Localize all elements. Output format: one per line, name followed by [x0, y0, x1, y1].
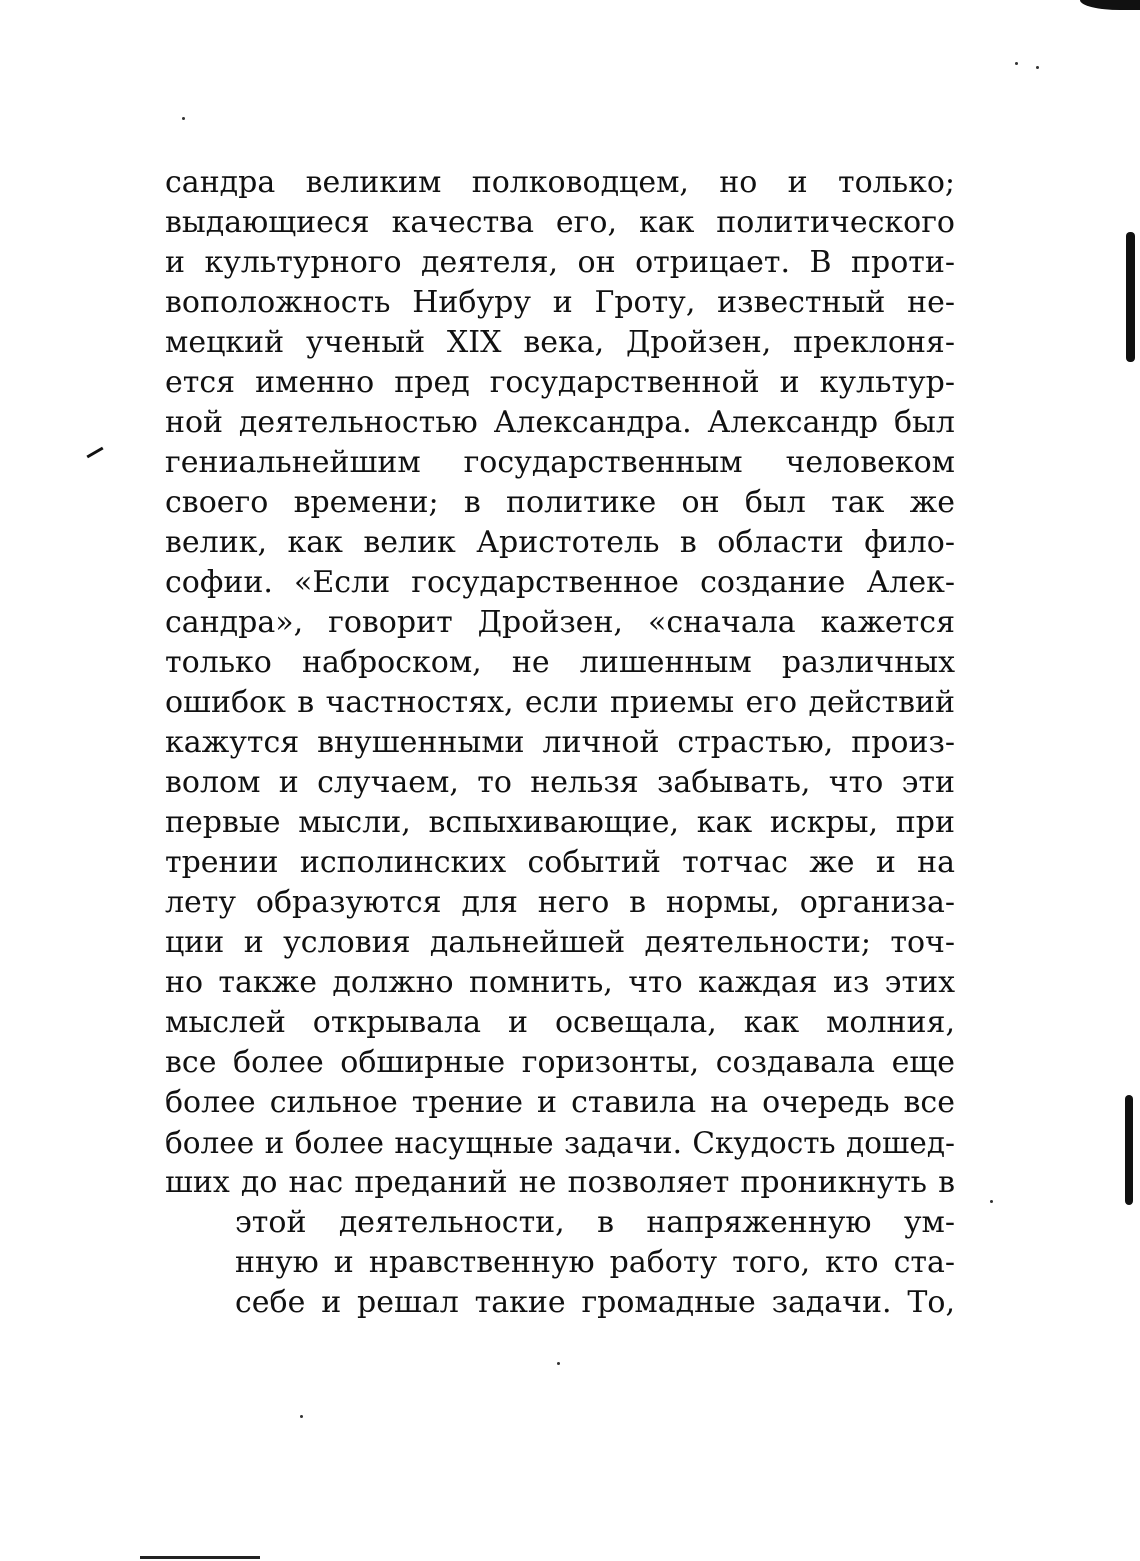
bottom-edge-mark [140, 1556, 260, 1559]
text-line: более и более насущные задачи. Скудость дошед- [165, 1126, 955, 1160]
text-line: мыслей открывала и освещала, как молния, [165, 1005, 955, 1040]
text-line-indented: себе и решал такие громадные задачи. То, [235, 1285, 955, 1320]
edge-ink-mark-top [1126, 232, 1135, 362]
corner-ink-blot [1080, 0, 1140, 10]
text-line: ции и условия дальнейшей деятельности; точ- [165, 925, 955, 960]
ink-speck [990, 1200, 993, 1203]
body-text [165, 163, 955, 1323]
margin-ink-tick [86, 447, 103, 459]
ink-speck [1015, 62, 1018, 65]
text-line: трении исполинских событий тотчас же и на [165, 845, 955, 880]
text-line: волом и случаем, то нельзя забывать, что эти [165, 765, 955, 800]
text-line: первые мысли, вспыхивающие, как искры, при [165, 805, 955, 840]
text-line: сандра великим полководцем, но и только; [165, 165, 955, 200]
text-line: своего времени; в политике он был так же [165, 485, 955, 520]
ink-speck [300, 1415, 303, 1418]
text-line: гениальнейшим государственным человеком [165, 445, 955, 480]
ink-speck [557, 1362, 560, 1365]
text-line: ной деятельностью Александра. Александр был [165, 405, 955, 440]
text-line: лету образуются для него в нормы, организа- [165, 885, 955, 920]
text-line: кажутся внушенными личной страстью, произ- [165, 725, 955, 760]
text-line: софии. «Если государственное создание Алек- [165, 565, 955, 600]
text-line: мецкий ученый XIX века, Дройзен, преклоня- [165, 325, 955, 360]
text-line: более сильное трение и ставила на очередь все [165, 1085, 955, 1120]
ink-speck [182, 117, 185, 120]
edge-ink-mark-bottom [1125, 1095, 1133, 1205]
text-line: велик, как велик Аристотель в области фило- [165, 525, 955, 560]
text-line: воположность Нибуру и Гроту, известный не- [165, 285, 955, 320]
text-line: ших до нас преданий не позволяет проникнуть в [165, 1165, 955, 1200]
text-line: ется именно пред государственной и культур- [165, 365, 955, 400]
text-line-indented: нную и нравственную работу того, кто ста- [235, 1245, 955, 1280]
text-line: и культурного деятеля, он отрицает. В проти- [165, 245, 955, 280]
text-line: ошибок в частностях, если приемы его действий [165, 685, 955, 720]
text-line: сандра», говорит Дройзен, «сначала кажется [165, 605, 955, 640]
text-line-indented: этой деятельности, в напряженную ум- [235, 1205, 955, 1240]
text-line: но также должно помнить, что каждая из этих [165, 965, 955, 1000]
text-line: выдающиеся качества его, как политического [165, 205, 955, 240]
ink-speck [1036, 66, 1039, 69]
text-line: все более обширные горизонты, создавала еще [165, 1045, 955, 1080]
text-line: только наброском, не лишенным различных [165, 645, 955, 680]
